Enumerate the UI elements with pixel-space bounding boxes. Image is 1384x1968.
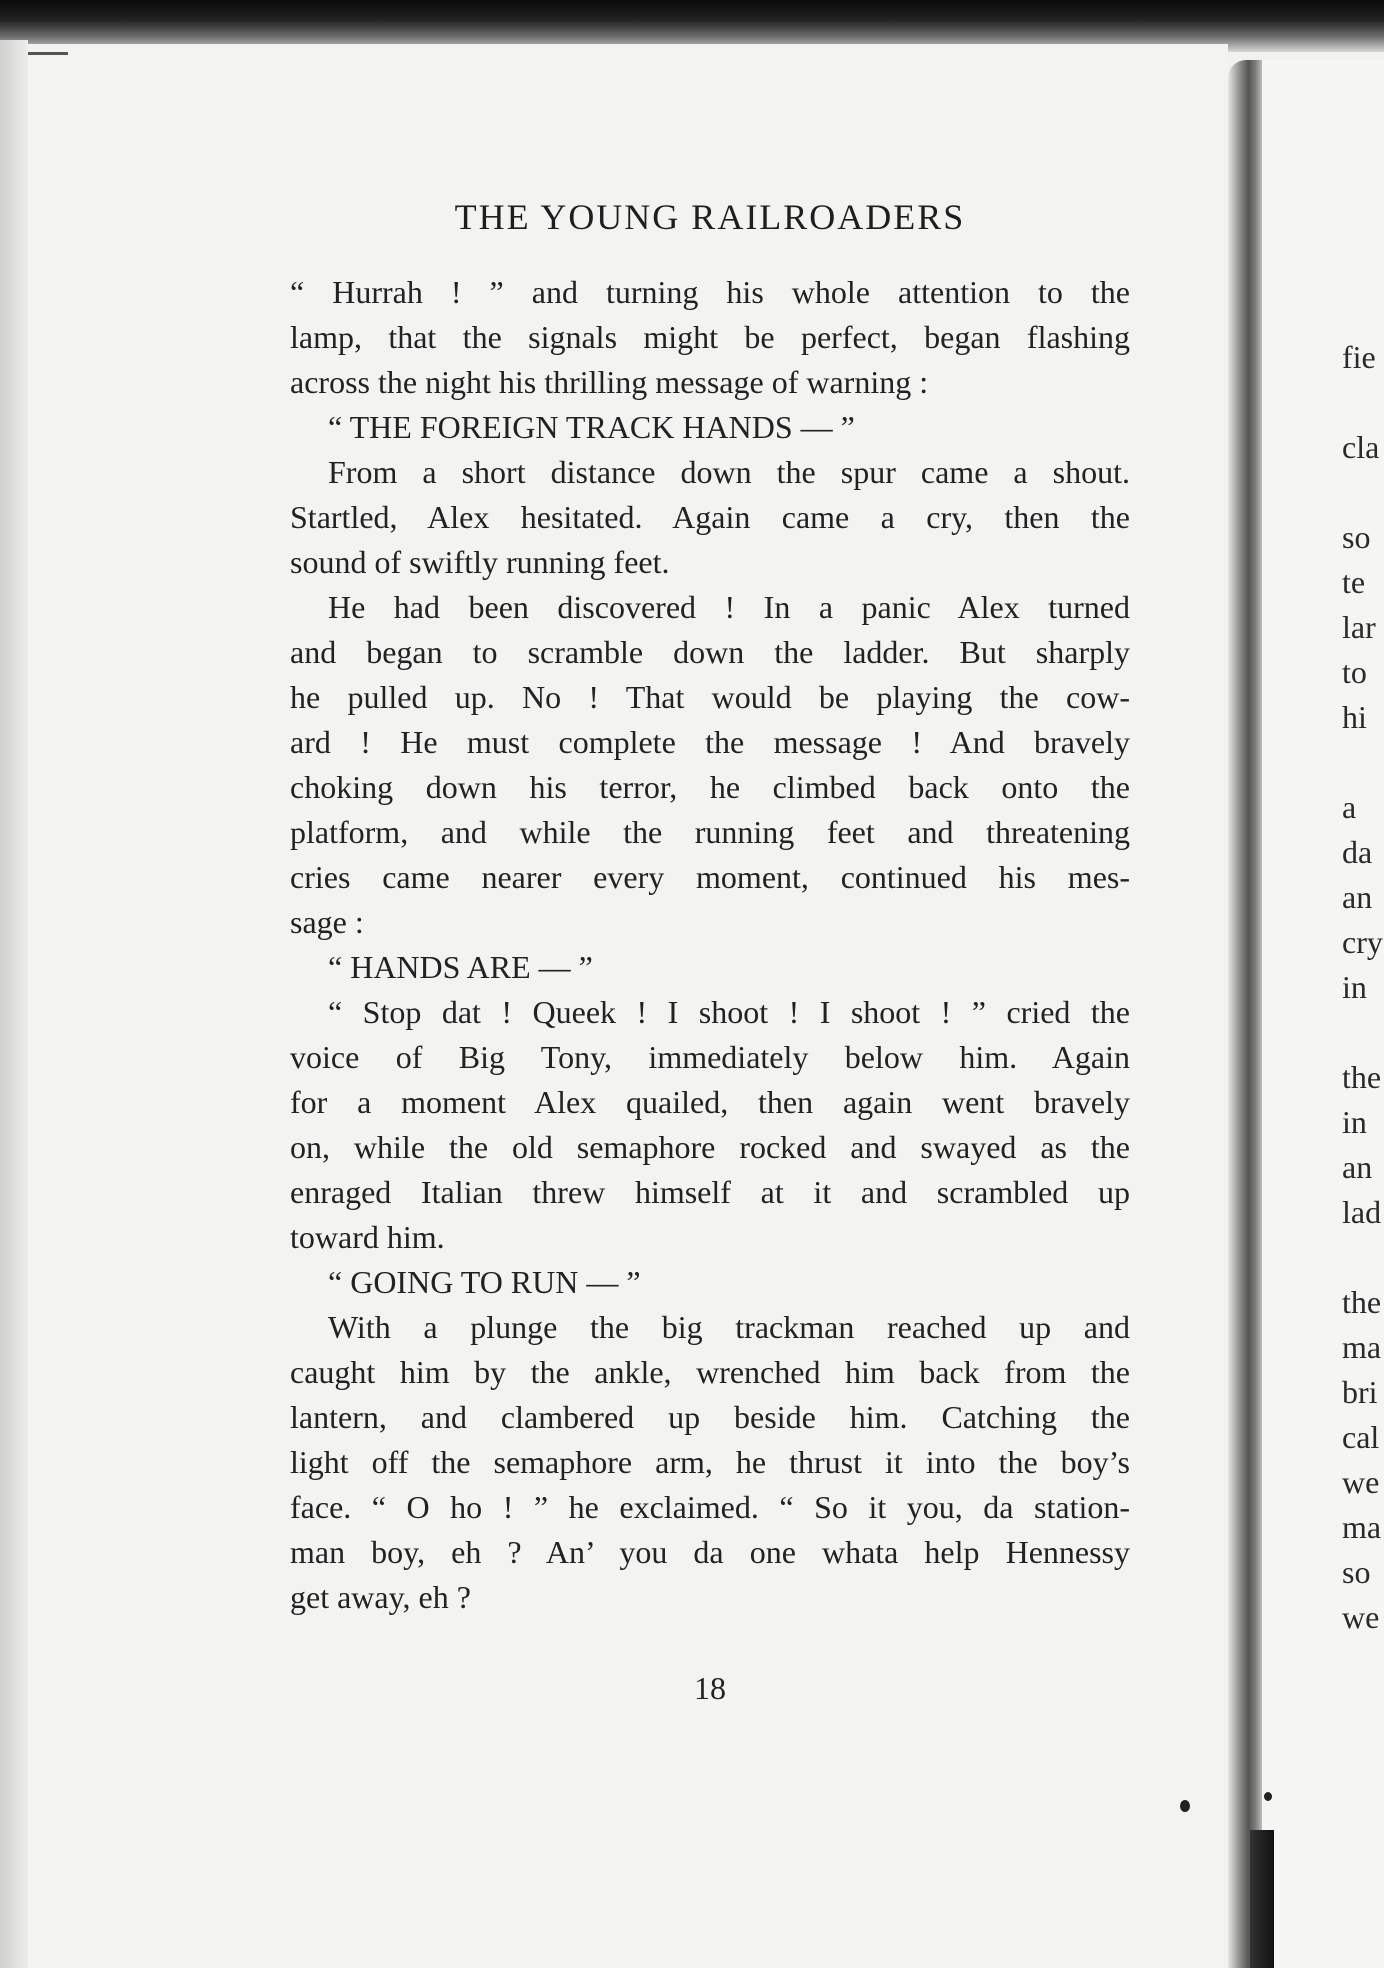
page-speck [1264,1792,1272,1801]
facing-page-fragment: cry [1342,924,1383,960]
page-edge-mark [28,52,68,55]
facing-page-fragment: cla [1342,429,1380,465]
text-line: on, while the old semaphore rocked and swayed as the [290,1129,1130,1165]
facing-page-fragment [1342,740,1384,785]
facing-page-fragment [1342,1235,1384,1280]
text-line: enraged Italian threw himself at it and scrambled up [290,1174,1130,1210]
text-line: lantern, and clambered up beside him. Catching the [290,1399,1130,1435]
text-line: and began to scramble down the ladder. But sharply [290,634,1130,670]
facing-page-fragment: te [1342,564,1366,600]
book-left-edge [0,40,28,1968]
facing-page-fragment: the [1342,1284,1382,1320]
text-line: “ THE FOREIGN TRACK HANDS — ” [328,409,855,445]
text-line: “ GOING TO RUN — ” [328,1264,641,1300]
text-line: With a plunge the big trackman reached up and [328,1309,1130,1345]
text-line: toward him. [290,1219,445,1255]
text-line: choking down his terror, he climbed back onto the [290,769,1130,805]
facing-page-fragment: lad [1342,1194,1382,1230]
text-line: across the night his thrilling message of warning : [290,364,929,400]
text-line: “ Hurrah ! ” and turning his whole attention to the [290,274,1130,310]
facing-page-fragment: fie [1342,339,1376,375]
facing-page-fragment: ma [1342,1329,1382,1365]
text-line: caught him by the ankle, wrenched him back from the [290,1354,1130,1390]
gutter-dark-corner [1250,1830,1274,1968]
facing-page-fragment: so [1342,1554,1371,1590]
facing-page-fragment: a [1342,789,1357,825]
facing-page-fragment: so [1342,519,1371,555]
text-line: From a short distance down the spur came a shout. [328,454,1130,490]
page-number: 18 [694,1670,726,1706]
facing-page-fragment [1342,470,1384,515]
facing-page-fragment: we [1342,1599,1380,1635]
text-line: He had been discovered ! In a panic Alex turned [328,589,1130,625]
facing-page-fragment: an [1342,879,1373,915]
text-line: cries came nearer every moment, continued his mes- [290,859,1130,895]
facing-page-fragment: cal [1342,1419,1380,1455]
text-line: for a moment Alex quailed, then again went bravely [290,1084,1130,1120]
text-line: voice of Big Tony, immediately below him. Again [290,1039,1130,1075]
facing-page-fragment: the [1342,1059,1382,1095]
text-line: lamp, that the signals might be perfect, began flashing [290,319,1130,355]
facing-page-fragment: in [1342,969,1367,1005]
text-line: he pulled up. No ! That would be playing the cow- [290,679,1130,715]
text-line: “ Stop dat ! Queek ! I shoot ! I shoot ! ” cried the [328,994,1130,1030]
facing-page-fragment: an [1342,1149,1373,1185]
facing-page-fragment [1342,1010,1384,1055]
running-head: THE YOUNG RAILROADERS [454,197,966,237]
text-line: Startled, Alex hesitated. Again came a cry, then the [290,499,1130,535]
facing-page-fragment: lar [1342,609,1376,645]
text-line: ard ! He must complete the message ! And bravely [290,724,1130,760]
facing-page-fragment: to [1342,654,1367,690]
text-line: face. “ O ho ! ” he exclaimed. “ So it you, da station- [290,1489,1130,1525]
facing-page-text-fragments [1342,335,1384,1640]
facing-page-fragment [1342,380,1384,425]
text-line: get away, eh ? [290,1579,471,1615]
text-line: platform, and while the running feet and threatening [290,814,1130,850]
text-line: “ HANDS ARE — ” [328,949,593,985]
facing-page-fragment: bri [1342,1374,1378,1410]
facing-page-fragment: we [1342,1464,1380,1500]
facing-page-fragment: da [1342,834,1373,870]
text-line: man boy, eh ? An’ you da one whata help Hennessy [290,1534,1130,1570]
page-speck [1180,1800,1190,1812]
page-body-text [290,270,1130,1620]
facing-page-fragment: hi [1342,699,1367,735]
facing-page-fragment: ma [1342,1509,1382,1545]
text-line: sound of swiftly running feet. [290,544,670,580]
text-line: light off the semaphore arm, he thrust it into the boy’s [290,1444,1130,1480]
facing-page-fragment: in [1342,1104,1367,1140]
text-line: sage : [290,904,364,940]
book-gutter-shadow [1228,60,1262,1968]
